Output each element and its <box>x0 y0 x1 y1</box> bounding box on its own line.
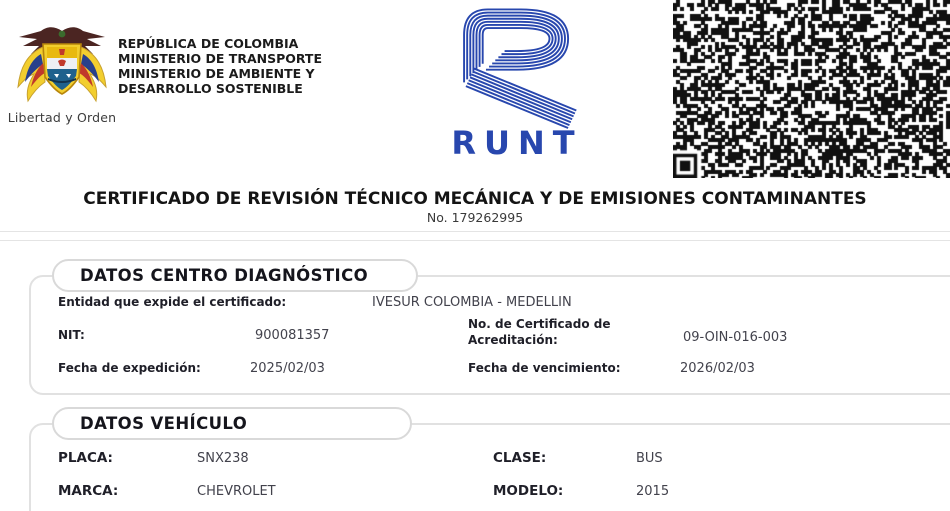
qr-code <box>673 0 950 178</box>
certificate-number: No. 179262995 <box>426 210 524 225</box>
ministry-line: MINISTERIO DE AMBIENTE Y <box>118 66 315 81</box>
expedicion-label: Fecha de expedición: <box>58 361 201 375</box>
entidad-value: IVESUR COLOMBIA - MEDELLIN <box>372 295 572 310</box>
modelo-label: MODELO: <box>493 483 564 499</box>
entidad-label: Entidad que expide el certificado: <box>58 295 287 309</box>
runt-logo-icon <box>444 2 590 130</box>
divider-top <box>0 231 950 232</box>
certificate-title: CERTIFICADO DE REVISIÓN TÉCNICO MECÁNICA Y DE EMISIONES CONTAMINANTES <box>83 189 867 209</box>
ministry-header <box>118 36 322 96</box>
diagnostic-center-heading: DATOS CENTRO DIAGNÓSTICO <box>80 266 369 285</box>
acreditacion-label: No. de Certificado de Acreditación: <box>468 317 611 347</box>
divider-bottom <box>0 240 950 241</box>
marca-label: MARCA: <box>58 483 119 499</box>
ministry-line: MINISTERIO DE TRANSPORTE <box>118 51 322 66</box>
placa-label: PLACA: <box>58 450 113 466</box>
runt-wordmark: RUNT <box>451 124 583 162</box>
modelo-value: 2015 <box>636 484 670 499</box>
expedicion-value: 2025/02/03 <box>250 361 325 376</box>
ministry-line: REPÚBLICA DE COLOMBIA <box>118 36 299 51</box>
marca-value: CHEVROLET <box>197 484 276 499</box>
diagnostic-center-heading-pill <box>52 259 418 292</box>
vehicle-heading: DATOS VEHÍCULO <box>80 414 248 433</box>
placa-value: SNX238 <box>197 451 249 466</box>
nit-value: 900081357 <box>255 328 330 343</box>
ministry-line: DESARROLLO SOSTENIBLE <box>118 81 303 96</box>
vencimiento-value: 2026/02/03 <box>680 361 755 376</box>
clase-value: BUS <box>636 451 663 466</box>
clase-label: CLASE: <box>493 450 547 466</box>
nit-label: NIT: <box>58 328 85 342</box>
coat-of-arms-caption: Libertad y Orden <box>7 110 117 125</box>
vehicle-heading-pill <box>52 407 412 440</box>
vencimiento-label: Fecha de vencimiento: <box>468 361 621 375</box>
colombia-coat-of-arms-icon <box>12 24 112 112</box>
acreditacion-value: 09-OIN-016-003 <box>683 330 788 345</box>
